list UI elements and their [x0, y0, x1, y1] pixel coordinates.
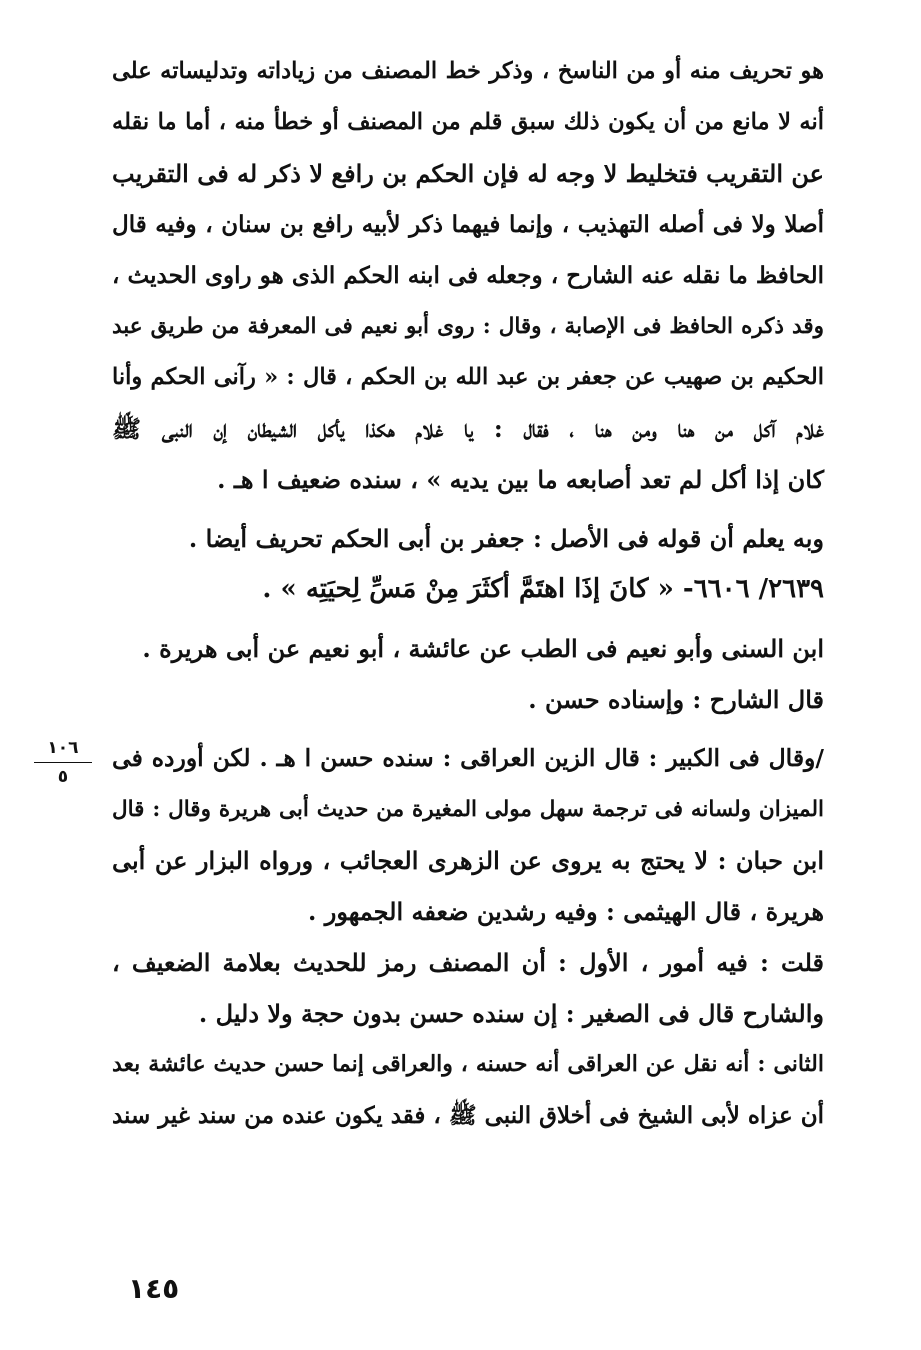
text-line: والشارح قال فى الصغير : إن سنده حسن بدون حجة ولا دليل .: [198, 999, 824, 1028]
text-line: /وقال فى الكبير : قال الزين العراقى : سنده حسن ا هـ . لكن أورده فى: [112, 744, 824, 772]
manuscript-folio-note: [28, 738, 98, 787]
paragraph-4: [112, 733, 824, 937]
folio-side: ٥: [57, 767, 69, 787]
spacer: [112, 505, 824, 513]
page-body: [112, 46, 824, 1141]
paragraph-2: [112, 513, 824, 564]
text-line: كان إذا أكل لم تعد أصابعه ما بين يديه » ، سنده ضعيف ا هـ .: [217, 465, 824, 494]
text-line: قلت : فيه أمور ، الأول : أن المصنف رمز للحديث بعلامة الضعيف ،: [112, 948, 824, 977]
paragraph-6: [112, 1039, 824, 1141]
text-line: الثانى : أنه نقل عن العراقى أنه حسنه ، والعراقى إنما حسن حديث عائشة بعد: [112, 1051, 824, 1077]
text-line: الحافظ ما نقله عنه الشارح ، وجعله فى ابنه الحكم الذى هو راوى الحديث ،: [112, 262, 824, 289]
text-line: أنه لا مانع من أن يكون ذلك سبق قلم من المصنف أو خطأ منه ، أما ما نقله: [112, 109, 824, 135]
text-line: ابن السنى وأبو نعيم فى الطب عن عائشة ، أبو نعيم عن أبى هريرة .: [142, 634, 824, 663]
text-line: أصلا ولا فى أصله التهذيب ، وإنما فيهما ذكر لأبيه رافع بن سنان ، وفيه قال: [112, 211, 824, 238]
text-line: ابن حبان : لا يحتج به يروى عن الزهرى العجائب ، ورواه البزار عن أبى: [112, 846, 824, 875]
text-line: غلام آكل من هنا ومن هنا ، فقال : يا غلام هكذا يأكل الشيطان إن النبى ﷺ: [112, 414, 824, 443]
text-line: هريرة ، قال الهيثمى : وفيه رشدين ضعفه الجمهور .: [308, 897, 824, 926]
folio-number: ١٠٦: [47, 738, 79, 758]
folio-divider: [34, 762, 92, 763]
text-line: هو تحريف منه أو من الناسخ ، وذكر خط المصنف من زياداته وتدليساته على: [112, 58, 824, 84]
takhrij: [112, 623, 824, 674]
text-line: أن عزاه لأبى الشيخ فى أخلاق النبى ﷺ ، فقد يكون عنده من سند غير سند: [111, 1102, 824, 1129]
text-line: عن التقريب فتخليط لا وجه له فإن الحكم بن رافع لا ذكر له فى التقريب: [112, 159, 824, 188]
paragraph-3: [112, 674, 824, 725]
text-line: قال الشارح : وإسناده حسن .: [528, 685, 824, 714]
text-line: وبه يعلم أن قوله فى الأصل : جعفر بن أبى الحكم تحريف أيضا .: [188, 524, 824, 553]
hadith-heading: [112, 564, 824, 615]
text-line: وقد ذكره الحافظ فى الإصابة ، وقال : روى أبو نعيم فى المعرفة من طريق عبد: [112, 314, 824, 339]
paragraph-5: [112, 937, 824, 1039]
page-number: ١٤٥: [128, 1272, 180, 1305]
text-line: الميزان ولسانه فى ترجمة سهل مولى المغيرة من حديث أبى هريرة وقال : قال: [112, 797, 824, 822]
spacer: [112, 615, 824, 623]
text-line: الحكيم بن صهيب عن جعفر بن عبد الله بن الحكم ، قال : « رآنى الحكم وأنا: [112, 364, 824, 390]
spacer: [112, 725, 824, 733]
hadith-text: ٢٦٣٩/ ٦٦٠٦- « كانَ إذَا اهتَمَّ أكثَرَ مِنْ مَسِّ لِحيَتِه » .: [262, 574, 824, 604]
paragraph-1: [112, 46, 824, 505]
